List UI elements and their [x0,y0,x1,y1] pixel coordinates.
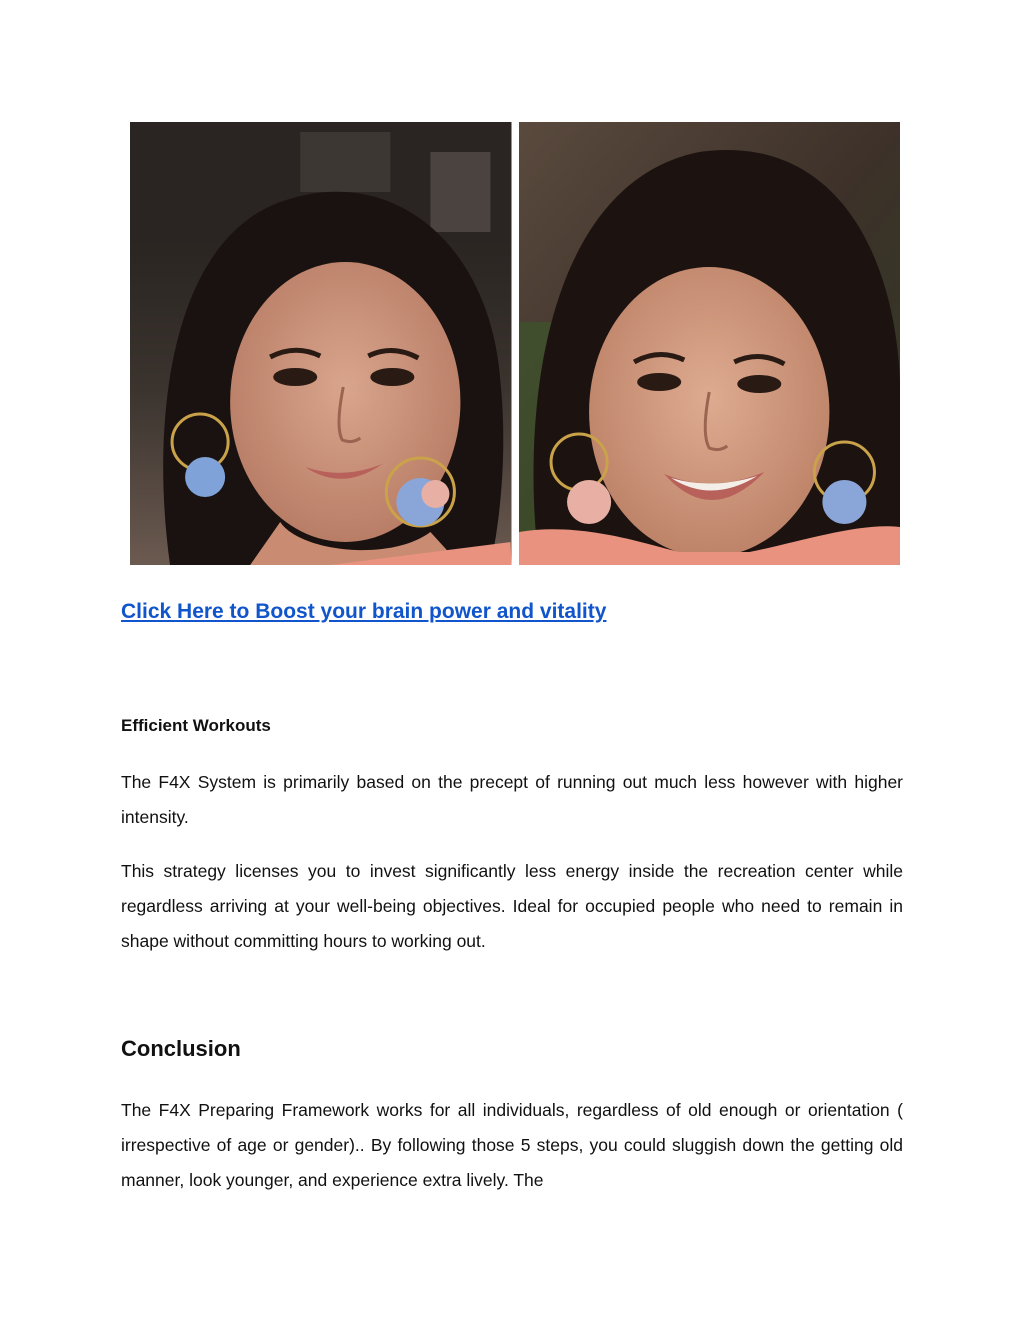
conclusion-paragraph-1: The F4X Preparing Framework works for all individuals, regardless of old enough or orientation ( irrespective of age or gender).. By following those 5 steps, you could sluggish down the getting old manner, look younger, and experience extra lively. The [121,1100,903,1190]
photo-row [130,122,900,565]
efficient-workouts-heading: Efficient Workouts [121,716,271,735]
conclusion-heading: Conclusion [121,1036,241,1061]
boost-brain-power-link[interactable]: Click Here to Boost your brain power and vitality [121,600,607,623]
right-portrait-photo [519,122,901,565]
right-portrait-image [519,122,901,565]
left-portrait-photo [130,122,512,565]
left-portrait-image [130,122,512,565]
workouts-paragraph-1: The F4X System is primarily based on the precept of running out much less however with higher intensity. [121,772,903,827]
workouts-paragraph-2: This strategy licenses you to invest significantly less energy inside the recreation center while regardless arriving at your well-being objectives. Ideal for occupied people who need to remain in shape without committing hours to working out. [121,861,903,951]
